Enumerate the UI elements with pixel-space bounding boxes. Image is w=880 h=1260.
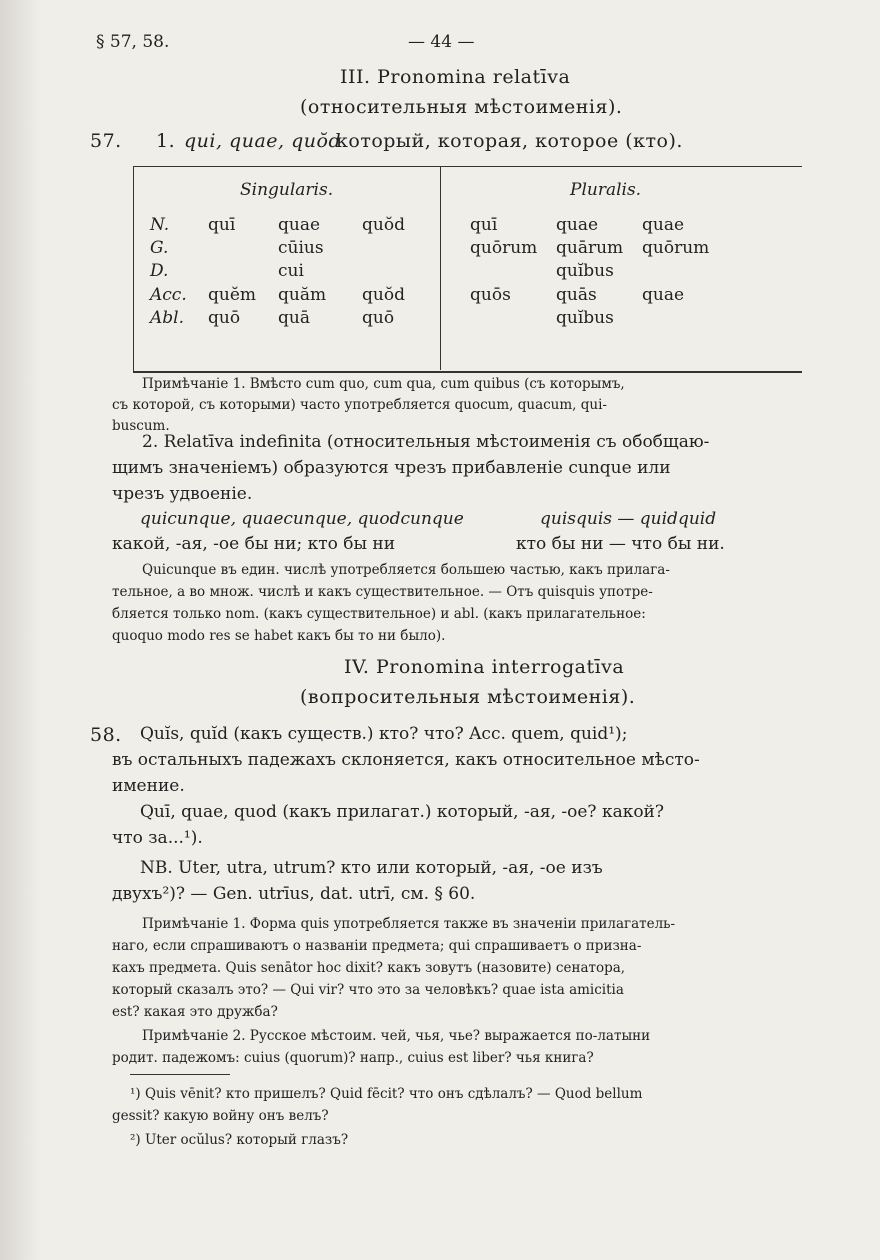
plural-form: quī: [470, 215, 498, 235]
plural-form: quae: [642, 285, 685, 305]
section-ref: § 57, 58.: [96, 32, 170, 52]
declension-table: [133, 166, 802, 373]
singular-form: cūius: [278, 238, 324, 258]
note-line: est? какая это дружба?: [112, 1004, 278, 1020]
p57-gloss: который, которая, которое (кто).: [336, 130, 683, 152]
footnote-rule: [130, 1074, 230, 1075]
singular-form: quō: [362, 308, 395, 328]
singular-header: Singularis.: [240, 180, 334, 200]
section-title: IV. Pronomina interrogatīva: [344, 656, 625, 678]
case-label: G.: [150, 238, 169, 258]
page-number: — 44 —: [408, 32, 475, 52]
case-label: N.: [150, 215, 170, 235]
plural-form: quae: [556, 215, 599, 235]
singular-form: cui: [278, 261, 304, 281]
paragraph-line: Quĭs, quĭd (какъ существ.) кто? что? Acc. quem, quid¹);: [140, 724, 628, 744]
note-line: quoquo modo res se habet какъ бы то ни было).: [112, 628, 446, 644]
note-line: тельное, а во множ. числѣ и какъ существительное. — Отъ quisquis употре-: [112, 584, 653, 600]
plural-form: quae: [642, 215, 685, 235]
note-line: бляется только nom. (какъ существительное) и abl. (какъ прилагательное:: [112, 606, 646, 622]
p57-forms: qui, quae, quŏd: [184, 130, 342, 152]
indef-russian-1: какой, -ая, -ое бы ни; кто бы ни: [112, 534, 396, 554]
note-line: buscum.: [112, 418, 170, 434]
footnote-line: gessit? какую войну онъ велъ?: [112, 1108, 329, 1124]
plural-form: quōrum: [470, 238, 538, 258]
singular-form: quī: [208, 215, 236, 235]
note-line: Примѣчаніе 1. Вмѣсто cum quo, cum qua, cum quibus (съ которымъ,: [142, 376, 625, 392]
plural-form: quĭbus: [556, 308, 614, 328]
plural-header: Pluralis.: [570, 180, 642, 200]
paragraph-line: что за...¹).: [112, 828, 203, 848]
page-shadow: [0, 0, 40, 1260]
singular-form: quĕm: [208, 285, 257, 305]
singular-form: quae: [278, 215, 321, 235]
paragraph-number: 57.: [90, 130, 122, 152]
indef-russian-2: кто бы ни — что бы ни.: [516, 534, 725, 554]
indef-latin-2: quisquis — quidquid: [540, 509, 717, 529]
paragraph-line: двухъ²)? — Gen. utrīus, dat. utrī, см. § 60.: [112, 884, 476, 904]
note-line: родит. падежомъ: cuius (quorum)? напр., cuius est liber? чья книга?: [112, 1050, 594, 1066]
paragraph-line: чрезъ удвоеніе.: [112, 484, 253, 504]
singular-form: quŏd: [362, 215, 405, 235]
section-subtitle: (относительныя мѣстоименія).: [300, 96, 623, 118]
note-line: наго, если спрашиваютъ о названіи предмета; qui спрашиваетъ о призна-: [112, 938, 642, 954]
case-label: Abl.: [150, 308, 184, 328]
note-line: Примѣчаніе 1. Форма quis употребляется также въ значеніи прилагатель-: [142, 916, 676, 932]
paragraph-line: въ остальныхъ падежахъ склоняется, какъ относительное мѣсто-: [112, 750, 700, 770]
footnote-line: ¹) Quis vēnit? кто пришелъ? Quid fēcit? что онъ сдѣлалъ? — Quod bellum: [130, 1086, 643, 1102]
singular-form: quā: [278, 308, 310, 328]
plural-form: quās: [556, 285, 597, 305]
note-line: Примѣчаніе 2. Русское мѣстоим. чей, чья, чье? выражается по-латыни: [142, 1028, 651, 1044]
section-title: III. Pronomina relatīva: [340, 66, 571, 88]
paragraph-line: Quī, quae, quod (какъ прилагат.) который, -ая, -ое? какой?: [140, 802, 665, 822]
singular-form: quŏd: [362, 285, 405, 305]
paragraph-number: 58.: [90, 724, 122, 746]
note-line: который сказалъ это? — Qui vir? что это за человѣкъ? quae ista amicitia: [112, 982, 624, 998]
singular-form: quō: [208, 308, 241, 328]
table-divider: [440, 166, 441, 370]
case-label: Acc.: [150, 285, 187, 305]
plural-form: quārum: [556, 238, 624, 258]
note-line: кахъ предмета. Quis senātor hoc dixit? какъ зовутъ (назовите) сенатора,: [112, 960, 626, 976]
indef-latin-1: quicunque, quaecunque, quodcunque: [140, 509, 464, 529]
case-label: D.: [150, 261, 169, 281]
footnote-line: ²) Uter ocŭlus? который глазъ?: [130, 1132, 349, 1148]
note-line: Quicunque въ един. числѣ употребляется большею частью, какъ прилага-: [142, 562, 670, 578]
p57-lead: 1.: [156, 130, 176, 152]
paragraph-line: 2. Relatīva indefinita (относительныя мѣстоименія съ обобщаю-: [142, 432, 710, 452]
plural-form: quĭbus: [556, 261, 614, 281]
paragraph-line: имение.: [112, 776, 185, 796]
section-subtitle: (вопросительныя мѣстоименія).: [300, 686, 636, 708]
singular-form: quăm: [278, 285, 327, 305]
paragraph-line: NB. Uter, utra, utrum? кто или который, -ая, -ое изъ: [140, 858, 603, 878]
paragraph-line: щимъ значеніемъ) образуются чрезъ прибавленіе cunque или: [112, 458, 671, 478]
plural-form: quōrum: [642, 238, 710, 258]
note-line: съ которой, съ которыми) часто употребляется quocum, quacum, qui-: [112, 397, 607, 413]
plural-form: quōs: [470, 285, 511, 305]
